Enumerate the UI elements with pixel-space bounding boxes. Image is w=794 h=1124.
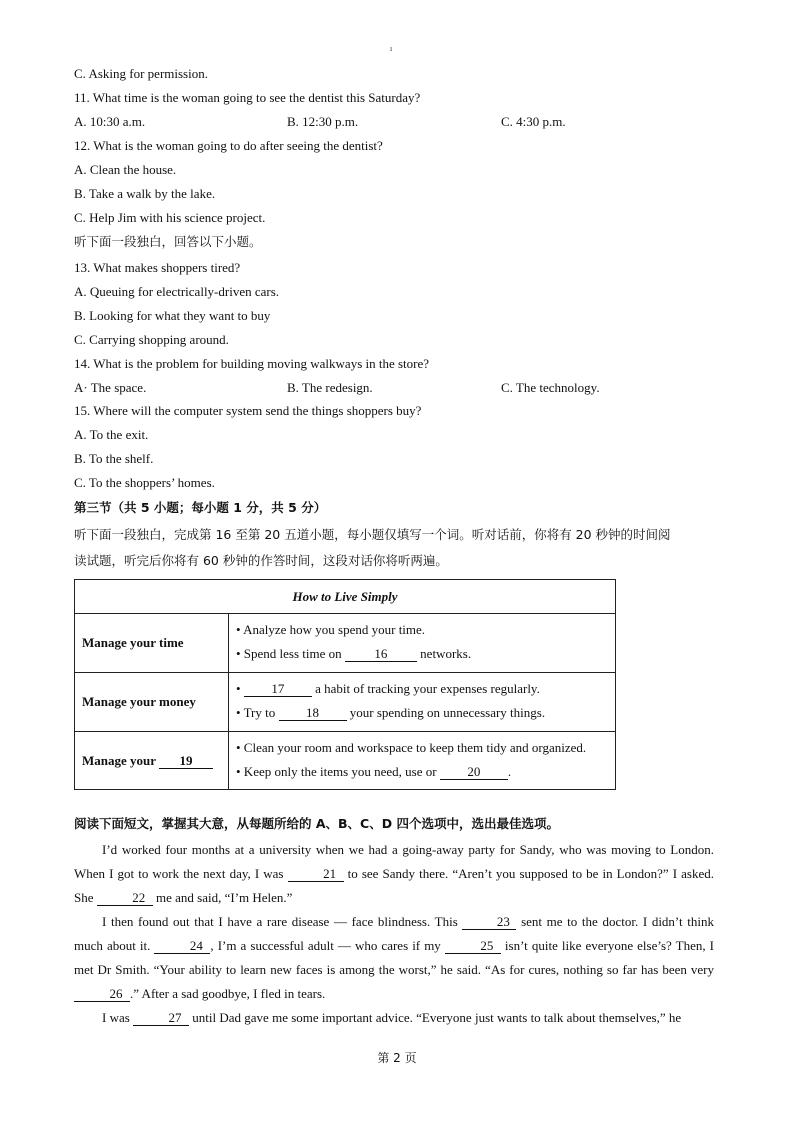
blank-20: 20 [440,765,508,780]
time-item-1: • Analyze how you spend your time. [236,622,426,637]
blank-18: 18 [279,706,347,721]
blank-17: 17 [244,682,312,697]
q14-question: 14. What is the problem for building moving walkways in the store? [74,356,430,371]
blank-21: 21 [288,867,344,882]
how-to-live-simply-table [74,579,616,790]
q11-option-b: B. 12:30 p.m. [287,114,359,129]
q12-option-a: A. Clean the house. [74,162,177,177]
table-title: How to Live Simply [75,580,616,614]
row-label-time: Manage your time [75,614,229,673]
passage-paragraph-1: I’d worked four months at a university when we had a going-away party for Sandy, who was moving to London. When I got to work the next day, I was 21 to see Sandy there. “Aren’t you supposed to be in London?” I asked. She 22 me and said, “I’m Helen.” [74,842,714,905]
row-label-money: Manage your money [75,673,229,732]
page-top-mark: ı [390,44,393,53]
row-items-money [229,673,616,732]
blank-19: 19 [159,754,213,769]
q12-option-b: B. Take a walk by the lake. [74,186,216,201]
q12-question: 12. What is the woman going to do after seeing the dentist? [74,138,383,153]
section3-instruction-line1: 听下面一段独白，完成第 16 至第 20 五道小题，每小题仅填写一个词。听对话前，你将有 20 秒钟的时间阅 [74,527,671,542]
monologue-instruction: 听下面一段独白，回答以下小题。 [74,234,262,249]
section3-instruction-line2: 读试题，听完后你将有 60 秒钟的作答时间，这段对话你将听两遍。 [74,553,448,568]
passage-paragraph-3: I was 27 until Dad gave me some important advice. “Everyone just wants to talk about themselves,” he [102,1010,682,1025]
q14-options [74,380,714,396]
q15-option-c: C. To the shoppers’ homes. [74,475,215,490]
blank-22: 22 [97,891,153,906]
q14-option-a: A· The space. [74,380,147,395]
q13-option-a: A. Queuing for electrically-driven cars. [74,284,280,299]
q10-option-c: C. Asking for permission. [74,66,208,81]
money-item-1: • 17 a habit of tracking your expenses regularly. [236,681,540,696]
money-item-2: • Try to 18 your spending on unnecessary things. [236,705,546,720]
blank-24: 24 [154,939,210,954]
q11-option-a: A. 10:30 a.m. [74,114,146,129]
time-item-2: • Spend less time on 16 networks. [236,646,472,661]
q15-option-a: A. To the exit. [74,427,149,442]
third-item-1: • Clean your room and workspace to keep them tidy and organized. [236,739,587,755]
row-items-time [229,614,616,673]
q13-option-c: C. Carrying shopping around. [74,332,229,347]
q14-option-c: C. The technology. [501,380,600,395]
row-label-third: Manage your 19 [75,732,229,790]
q15-option-b: B. To the shelf. [74,451,154,466]
blank-25: 25 [445,939,501,954]
blank-16: 16 [345,647,417,662]
third-item-2: • Keep only the items you need, use or 20 . [236,763,512,779]
q13-option-b: B. Looking for what they want to buy [74,308,271,323]
blank-27: 27 [133,1011,189,1026]
blank-26: 26 [74,987,130,1002]
passage-paragraph-2: I then found out that I have a rare disease — face blindness. This 23 sent me to the doctor. I didn’t think much about it. 24 , I’m a successful adult — who cares if my 25 isn’t quite like everyone else’s? Then, I met Dr Smith. “Your ability to learn new faces is among the worst,” he said. “As for cures, nothing so far has been very 26 .” After a sad goodbye, I fled in tears. [74,914,715,1001]
blank-23: 23 [462,915,516,930]
section3-heading: 第三节（共 5 小题；每小题 1 分，共 5 分） [74,500,327,515]
row-items-third [229,732,616,790]
q13-question: 13. What makes shoppers tired? [74,260,241,275]
q11-question: 11. What time is the woman going to see the dentist this Saturday? [74,90,421,105]
q14-option-b: B. The redesign. [287,380,373,395]
page-number: 第 2 页 [377,1051,417,1065]
q11-option-c: C. 4:30 p.m. [501,114,566,129]
q11-options [74,114,714,130]
q12-option-c: C. Help Jim with his science project. [74,210,266,225]
q15-question: 15. Where will the computer system send the things shoppers buy? [74,403,422,418]
reading-instruction: 阅读下面短文，掌握其大意，从每题所给的 A、B、C、D 四个选项中，选出最佳选项。 [74,816,559,831]
